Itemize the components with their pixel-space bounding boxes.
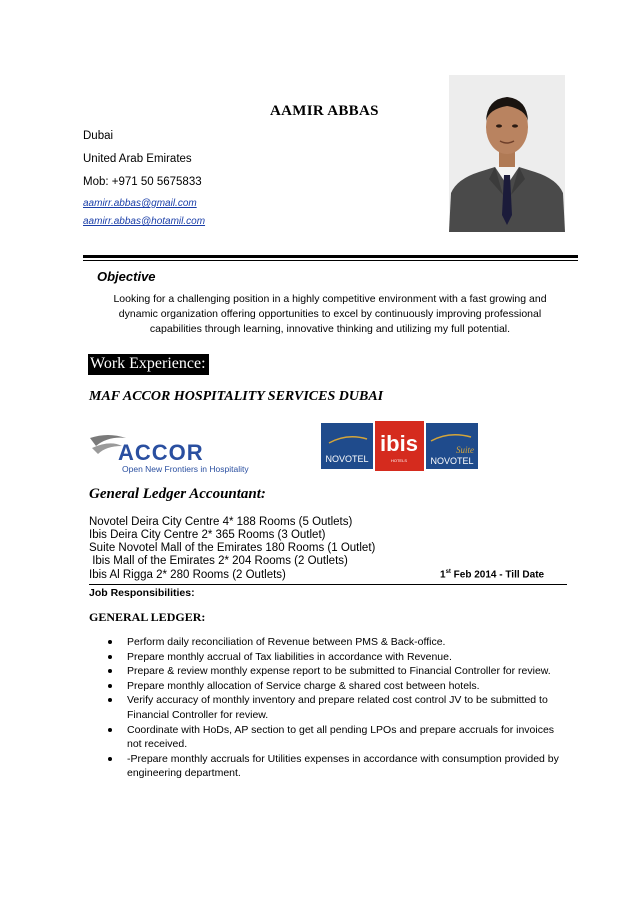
employment-period (440, 569, 544, 580)
city: Dubai (83, 130, 114, 142)
list-item: Verify accuracy of monthly inventory and prepare related cost control JV to be submitted to Financial Controller for review. (108, 693, 570, 722)
responsibilities-heading: Job Responsibilities: (89, 587, 195, 599)
company-name: MAF ACCOR HOSPITALITY SERVICES DUBAI (89, 389, 384, 404)
header-divider-thick (83, 255, 578, 258)
general-ledger-heading: GENERAL LEDGER: (89, 610, 206, 624)
job-title: General Ledger Accountant: (89, 486, 266, 502)
list-item: -Prepare monthly accruals for Utilities expenses in accordance with consumption provided by engineering department. (108, 752, 570, 781)
date-ordinal: st (445, 569, 451, 575)
hotel-item: Ibis Deira City Centre 2* 365 Rooms (3 Outlet) (89, 529, 326, 541)
accor-logo-tagline: Open New Frontiers in Hospitality (122, 464, 249, 474)
work-experience-heading: Work Experience: (88, 354, 209, 375)
hotel-item: Ibis Mall of the Emirates 2* 204 Rooms (2 Outlets) (89, 555, 348, 567)
hotel-item: Ibis Al Rigga 2* 280 Rooms (2 Outlets) (89, 569, 286, 581)
job-divider (89, 584, 567, 585)
date-day: 1 (440, 569, 446, 581)
ibis-logo-sub: HOTELS (390, 458, 408, 463)
email-link-hotmail[interactable]: aamirr.abbas@hotamil.com (83, 216, 206, 227)
list-item: Perform daily reconciliation of Revenue between PMS & Back-office. (108, 635, 570, 650)
list-item: Prepare monthly accrual of Tax liabilities in accordance with Revenue. (108, 650, 570, 665)
country: United Arab Emirates (83, 153, 192, 165)
header-divider-thin (83, 260, 578, 261)
hotel-item: Suite Novotel Mall of the Emirates 180 Rooms (1 Outlet) (89, 542, 376, 554)
objective-heading: Objective (97, 269, 156, 284)
objective-text: Looking for a challenging position in a highly competitive environment with a fast growing and dynamic organization offering opportunities to excel by continuously improving professional capabilities through learning, innovative thinking and utilizing my full potential. (113, 293, 547, 335)
list-item: Prepare & review monthly expense report to be submitted to Financial Controller for review. (108, 664, 570, 679)
accor-logo-word: ACCOR (118, 440, 204, 465)
email-link-gmail[interactable]: aamirr.abbas@gmail.com (83, 198, 197, 209)
list-item: Coordinate with HoDs, AP section to get all pending LPOs and prepare accruals for invoices not received. (108, 723, 570, 752)
accor-logo (88, 432, 288, 476)
novotel-logo-text: NOVOTEL (325, 454, 369, 464)
date-rest: Feb 2014 - Till Date (450, 569, 545, 581)
suite-novotel-logo-text: NOVOTEL (430, 456, 474, 466)
ibis-logo-text: ibis (380, 431, 418, 456)
hotel-brand-logos (321, 421, 478, 471)
list-item: Prepare monthly allocation of Service charge & shared cost between hotels. (108, 679, 570, 694)
profile-photo (449, 75, 565, 232)
suite-logo-text: Suite (456, 445, 474, 455)
hotel-item: Novotel Deira City Centre 4* 188 Rooms (5 Outlets) (89, 516, 353, 528)
responsibility-list (108, 635, 570, 781)
candidate-name: AAMIR ABBAS (270, 103, 379, 119)
mobile-number: Mob: +971 50 5675833 (83, 176, 202, 188)
